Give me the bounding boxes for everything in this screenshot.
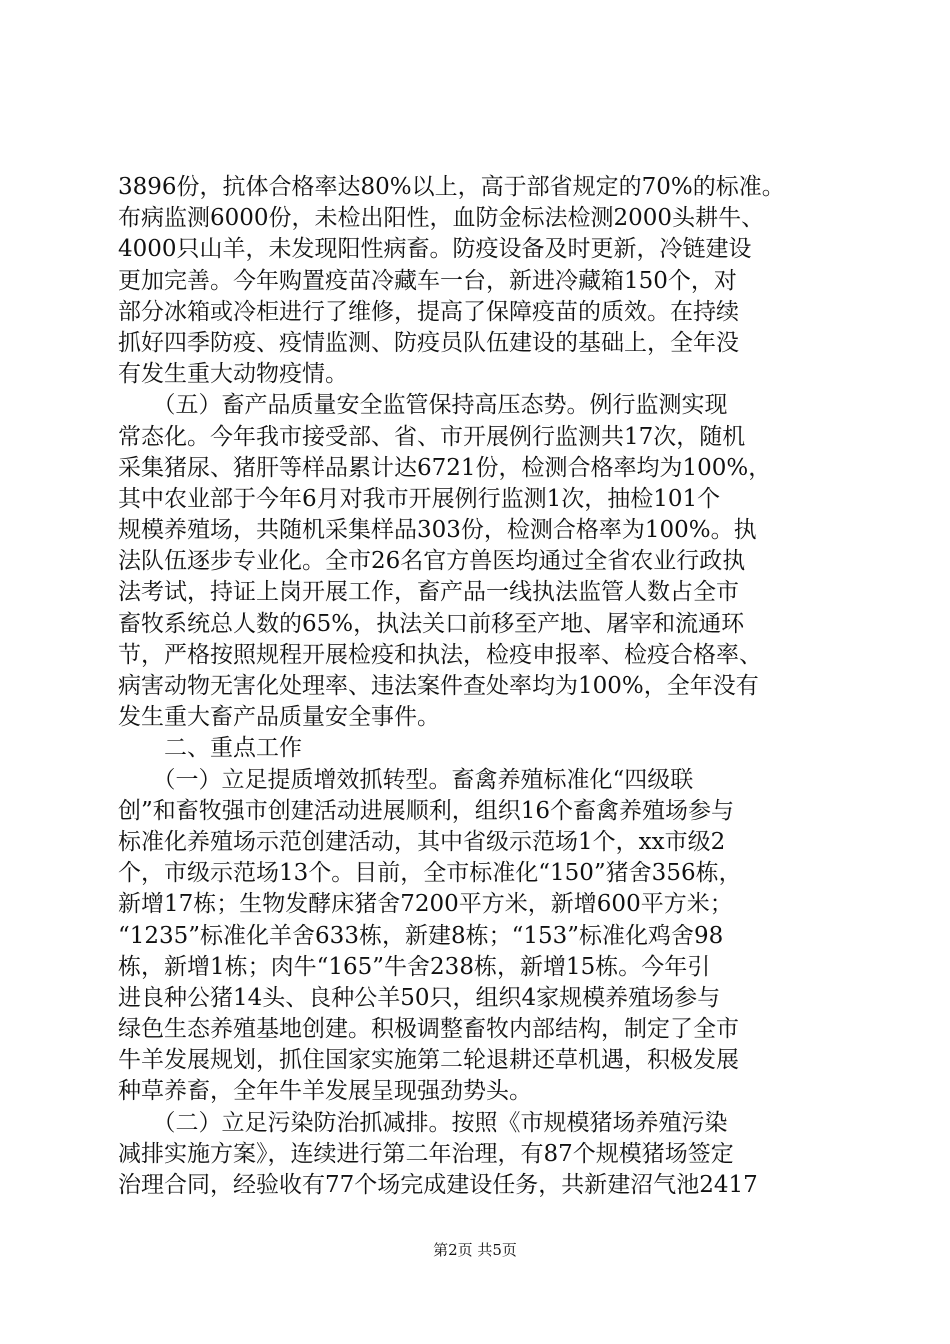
text-line: 种草养畜，全年牛羊发展呈现强劲势头。 [118,1078,532,1105]
text-line: 减排实施方案》，连续进行第二年治理，有87个规模猪场签定 [118,1140,734,1167]
text-line: “1235”标准化羊舍633栋，新建8栋；“153”标准化鸡舍98 [118,922,724,949]
page-number: 第2页 共5页 [433,1241,517,1259]
text-line: 进良种公猪14头、良种公羊50只，组织4家规模养殖场参与 [118,984,721,1011]
text-line: 常态化。今年我市接受部、省、市开展例行监测共17次，随机 [118,423,746,450]
text-line: 病害动物无害化处理率、违法案件查处率均为100%，全年没有 [118,673,759,699]
text-line: 其中农业部于今年6月对我市开展例行监测1次，抽检101个 [118,485,721,512]
page-footer [0,1240,950,1260]
text-line: 治理合同，经验收有77个场完成建设任务，共新建沼气池2417 [118,1172,758,1198]
text-line: 创”和畜牧强市创建活动进展顺利，组织16个畜禽养殖场参与 [118,797,735,824]
body-text [118,172,838,1201]
text-line: 新增17栋；生物发酵床猪舍7200平方米，新增600平方米； [118,891,733,918]
text-line: 采集猪尿、猪肝等样品累计达6721份，检测合格率均为100%， [118,454,772,481]
text-line: 更加完善。今年购置疫苗冷藏车一台，新进冷藏箱150个，对 [118,267,737,294]
text-line: 布病监测6000份，未检出阳性，血防金标法检测2000头耕牛、 [118,205,765,232]
section-heading: 二、重点工作 [118,735,302,762]
text-line: 畜牧系统总人数的65%，执法关口前移至产地、屠宰和流通环 [118,610,745,637]
text-line: 标准化养殖场示范创建活动，其中省级示范场1个，xx市级2 [118,828,726,855]
text-line: 3896份，抗体合格率达80%以上，高于部省规定的70%的标准。 [118,174,785,200]
text-line: 法队伍逐步专业化。全市26名官方兽医均通过全省农业行政执 [118,548,746,575]
text-line: （五）畜产品质量安全监管保持高压态势。例行监测实现 [118,392,728,419]
text-line: （一）立足提质增效抓转型。畜禽养殖标准化“四级联 [118,766,694,793]
text-line: 牛羊发展规划，抓住国家实施第二轮退耕还草机遇，积极发展 [118,1047,739,1074]
text-line: 抓好四季防疫、疫情监测、防疫员队伍建设的基础上，全年没 [118,329,739,356]
text-line: 个，市级示范场13个。目前，全市标准化“150”猪舍356栋， [118,860,742,887]
text-line: 有发生重大动物疫情。 [118,361,348,388]
text-line: 绿色生态养殖基地创建。积极调整畜牧内部结构，制定了全市 [118,1016,739,1043]
text-line: 规模养殖场，共随机采集样品303份，检测合格率为100%。执 [118,517,757,544]
text-line: 节，严格按照规程开展检疫和执法，检疫申报率、检疫合格率、 [118,641,762,668]
text-line: （二）立足污染防治抓减排。按照《市规模猪场养殖污染 [118,1109,728,1136]
text-line: 发生重大畜产品质量安全事件。 [118,704,440,731]
text-line: 栋，新增1栋；肉牛“165”牛舍238栋，新增15栋。今年引 [118,953,711,980]
text-line: 部分冰箱或冷柜进行了维修，提高了保障疫苗的质效。在持续 [118,298,739,325]
text-line: 4000只山羊，未发现阳性病畜。防疫设备及时更新，冷链建设 [118,236,752,263]
text-line: 法考试，持证上岗开展工作，畜产品一线执法监管人数占全市 [118,579,739,606]
